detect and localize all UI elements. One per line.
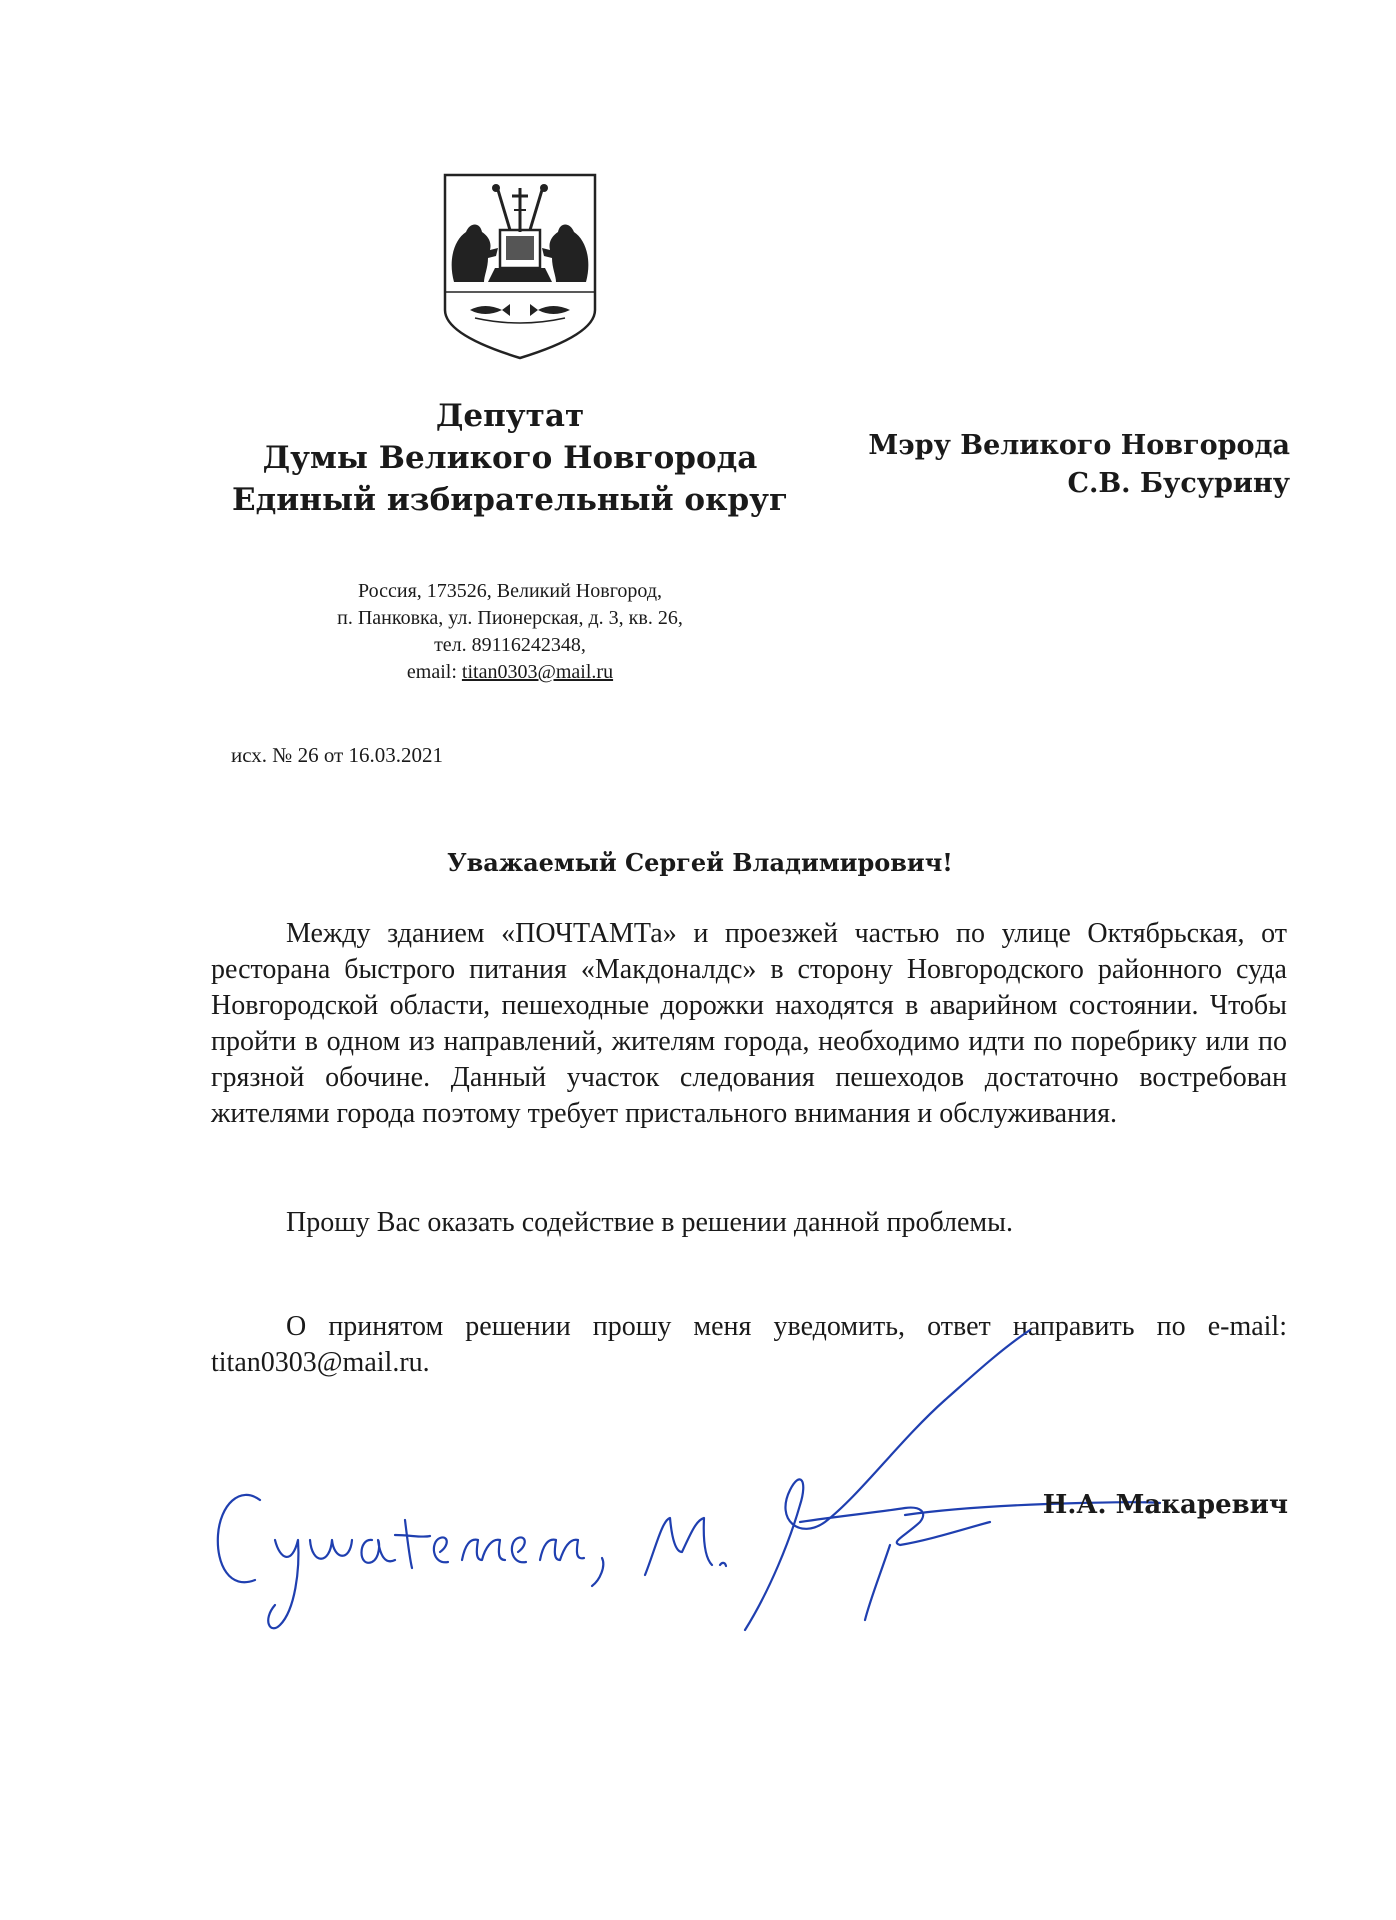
greeting: Уважаемый Сергей Владимирович!: [447, 848, 953, 877]
email-label: email:: [406, 661, 462, 683]
address-line2: п. Панковка, ул. Пионерская, д. 3, кв. 26,: [337, 607, 683, 629]
outgoing-reference: исх. № 26 от 16.03.2021: [231, 743, 443, 767]
sender-address: [260, 578, 760, 686]
address-line3: тел. 89116242348,: [434, 634, 586, 656]
address-email-line: [260, 659, 760, 686]
recipient-line1: Мэру Великого Новгорода: [868, 430, 1290, 461]
body-paragraph-2: Прошу Вас оказать содействие в решении данной проблемы.: [286, 1207, 1013, 1238]
body-paragraph-3: О принятом решении прошу меня уведомить, ответ направить по e-mail: titan0303@mail.ru.: [211, 1311, 1287, 1378]
sender-title-line1: Депутат: [435, 398, 585, 434]
sender-email-link[interactable]: titan0303@mail.ru: [461, 661, 614, 683]
body-paragraph-1: Между зданием «ПОЧТАМТа» и проезжей частью по улице Октябрьская, от ресторана быстрого питания «Макдоналдс» в сторону Новгородского районного суда Новгородской области, пешеходные дорожки находятся в аварийном состоянии. Чтобы пройти в одном из направлений, жителям города, необходимо идти по поребрику или по грязной обочине. Данный участок следования пешеходов достаточно востребован жителями города поэтому требует пристального внимания и обслуживания.: [211, 918, 1287, 1129]
recipient-line2: С.В. Бусурину: [1067, 468, 1290, 499]
sender-title-line2: Думы Великого Новгорода: [262, 440, 758, 476]
address-line1: Россия, 173526, Великий Новгород,: [358, 580, 662, 602]
sender-title: [210, 395, 810, 521]
sender-title-line3: Единый избирательный округ: [231, 482, 788, 518]
handwritten-signature: [200, 1290, 1170, 1660]
signer-name: Н.А. Макаревич: [1042, 1490, 1288, 1520]
coat-of-arms-emblem: [440, 170, 600, 360]
recipient-block: [830, 427, 1290, 503]
